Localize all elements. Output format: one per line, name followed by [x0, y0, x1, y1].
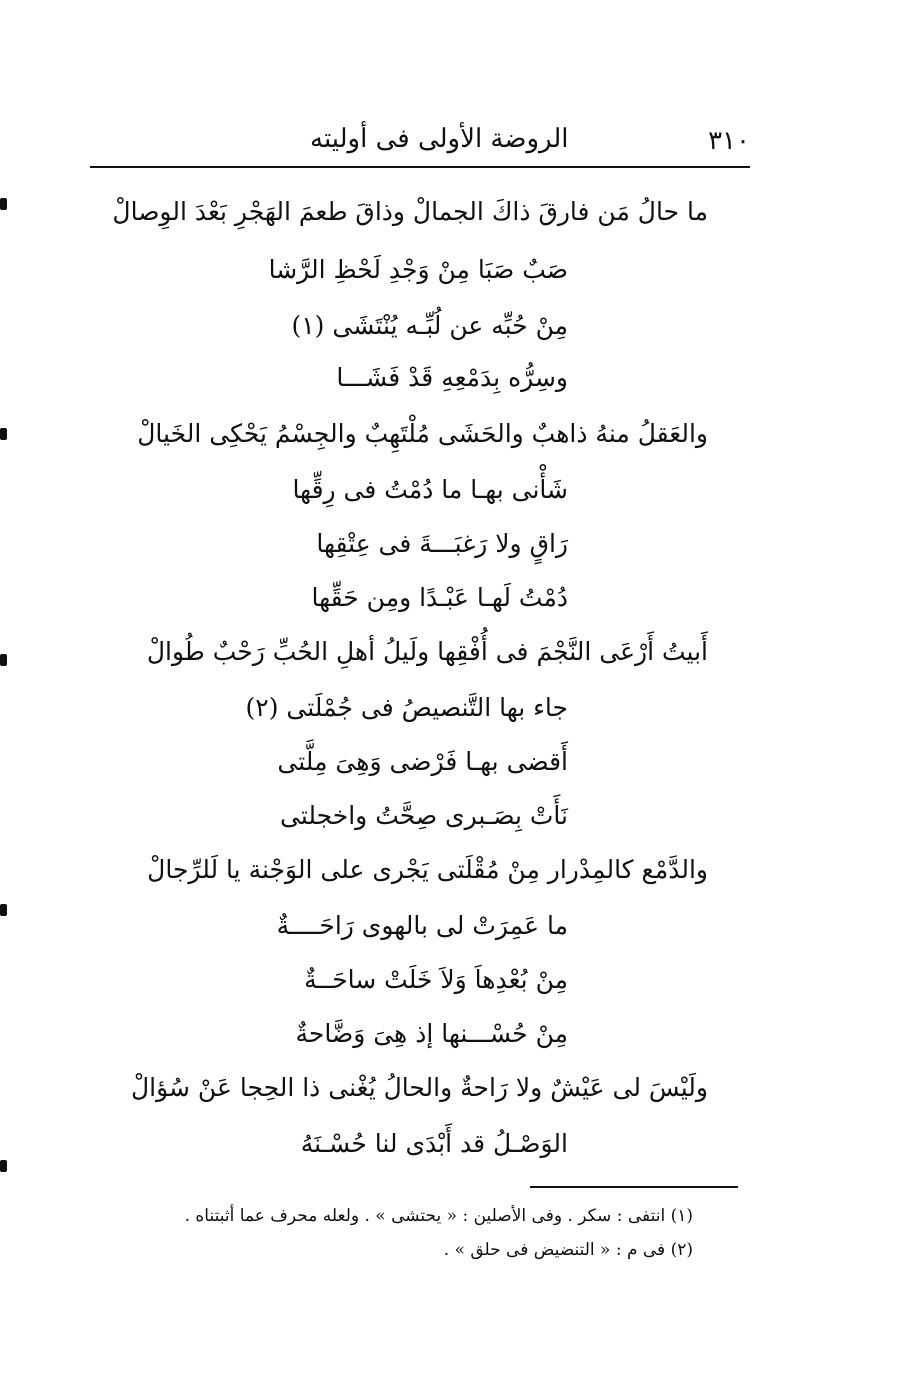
running-title: الروضة الأولى فى أوليته [310, 124, 569, 154]
verse-line: والعَقلُ منهُ ذاهبٌ والحَشَى مُلْتَهِبٌ والجِسْمُ يَحْكِى الخَيالْ [137, 419, 708, 448]
verse-line: مِنْ حُبِّه عن لُبِّـه يُنْتَشَى (١) [291, 311, 568, 340]
verse-line: ما عَمِرَتْ لى بالهوى رَاحَــــةٌ [276, 911, 568, 940]
binding-mark [0, 198, 7, 210]
verse-line: أَبيتُ أَرْعَى النَّجْمَ فى أُفْقِها ولَيلُ أهلِ الحُبِّ رَحْبٌ طُوالْ [146, 637, 708, 666]
header-rule [90, 166, 750, 168]
footnote-rule [530, 1186, 738, 1188]
page-number: ٣١٠ [708, 126, 750, 156]
verse-line: مِنْ بُعْدِهاَ وَلاَ خَلَتْ ساحَــةٌ [304, 965, 568, 994]
verse-line: والدَّمْع كالمِدْرار مِنْ مُقْلَتى يَجْرى على الوَجْنة يا لَلرِّجالْ [147, 855, 708, 884]
verse-line: صَبٌ صَبَا مِنْ وَجْدِ لَحْظِ الرَّشا [268, 255, 568, 284]
verse-line: مِنْ حُسْـــنها إذ هِىَ وَضَّاحةٌ [295, 1019, 568, 1048]
verse-line: أَقضى بهـا فَرْضى وَهِىَ مِلَّتى [277, 747, 568, 776]
verse-line: دُمْتُ لَهـا عَبْـدًا ومِن حَقِّها [311, 583, 568, 612]
verse-line: رَاقٍ ولا رَغبَـــةَ فى عِتْقِها [316, 529, 568, 558]
verse-line: الوَصْـلُ قد أَبْدَى لنا حُسْـنَهُ [300, 1129, 568, 1158]
page-header [90, 118, 750, 168]
binding-mark [0, 1160, 7, 1172]
verse-line: ما حالُ مَن فارقَ ذاكَ الجمالْ وذاقَ طعمَ الهَجْرِ بَعْدَ الوِصالْ [112, 197, 708, 226]
binding-mark [0, 654, 7, 666]
verse-line: شَأْنى بهـا ما دُمْتُ فى رِقِّها [292, 475, 568, 504]
verse-line: ولَيْسَ لى عَيْشٌ ولا رَاحةٌ والحالُ يُغْنى ذا الحِجا عَنْ سُؤالْ [131, 1073, 708, 1102]
footnote: (١) انتفى : سكر . وفى الأصلين : « يحتشى » . ولعله محرف عما أثبتناه . [184, 1206, 693, 1226]
verse-line: وسِرُّه بِدَمْعِهِ قَدْ فَشَـــا [336, 363, 568, 392]
verse-line: جاء بها التَّنصيصُ فى جُمْلَتى (٢) [245, 693, 568, 722]
verse-line: نَأَتْ بِصَـبرى صِحَّتُ واخجلتى [279, 801, 568, 830]
binding-mark [0, 428, 7, 440]
footnote: (٢) فى م : « التنضيض فى حلق » . [443, 1240, 693, 1260]
binding-mark [0, 904, 7, 916]
